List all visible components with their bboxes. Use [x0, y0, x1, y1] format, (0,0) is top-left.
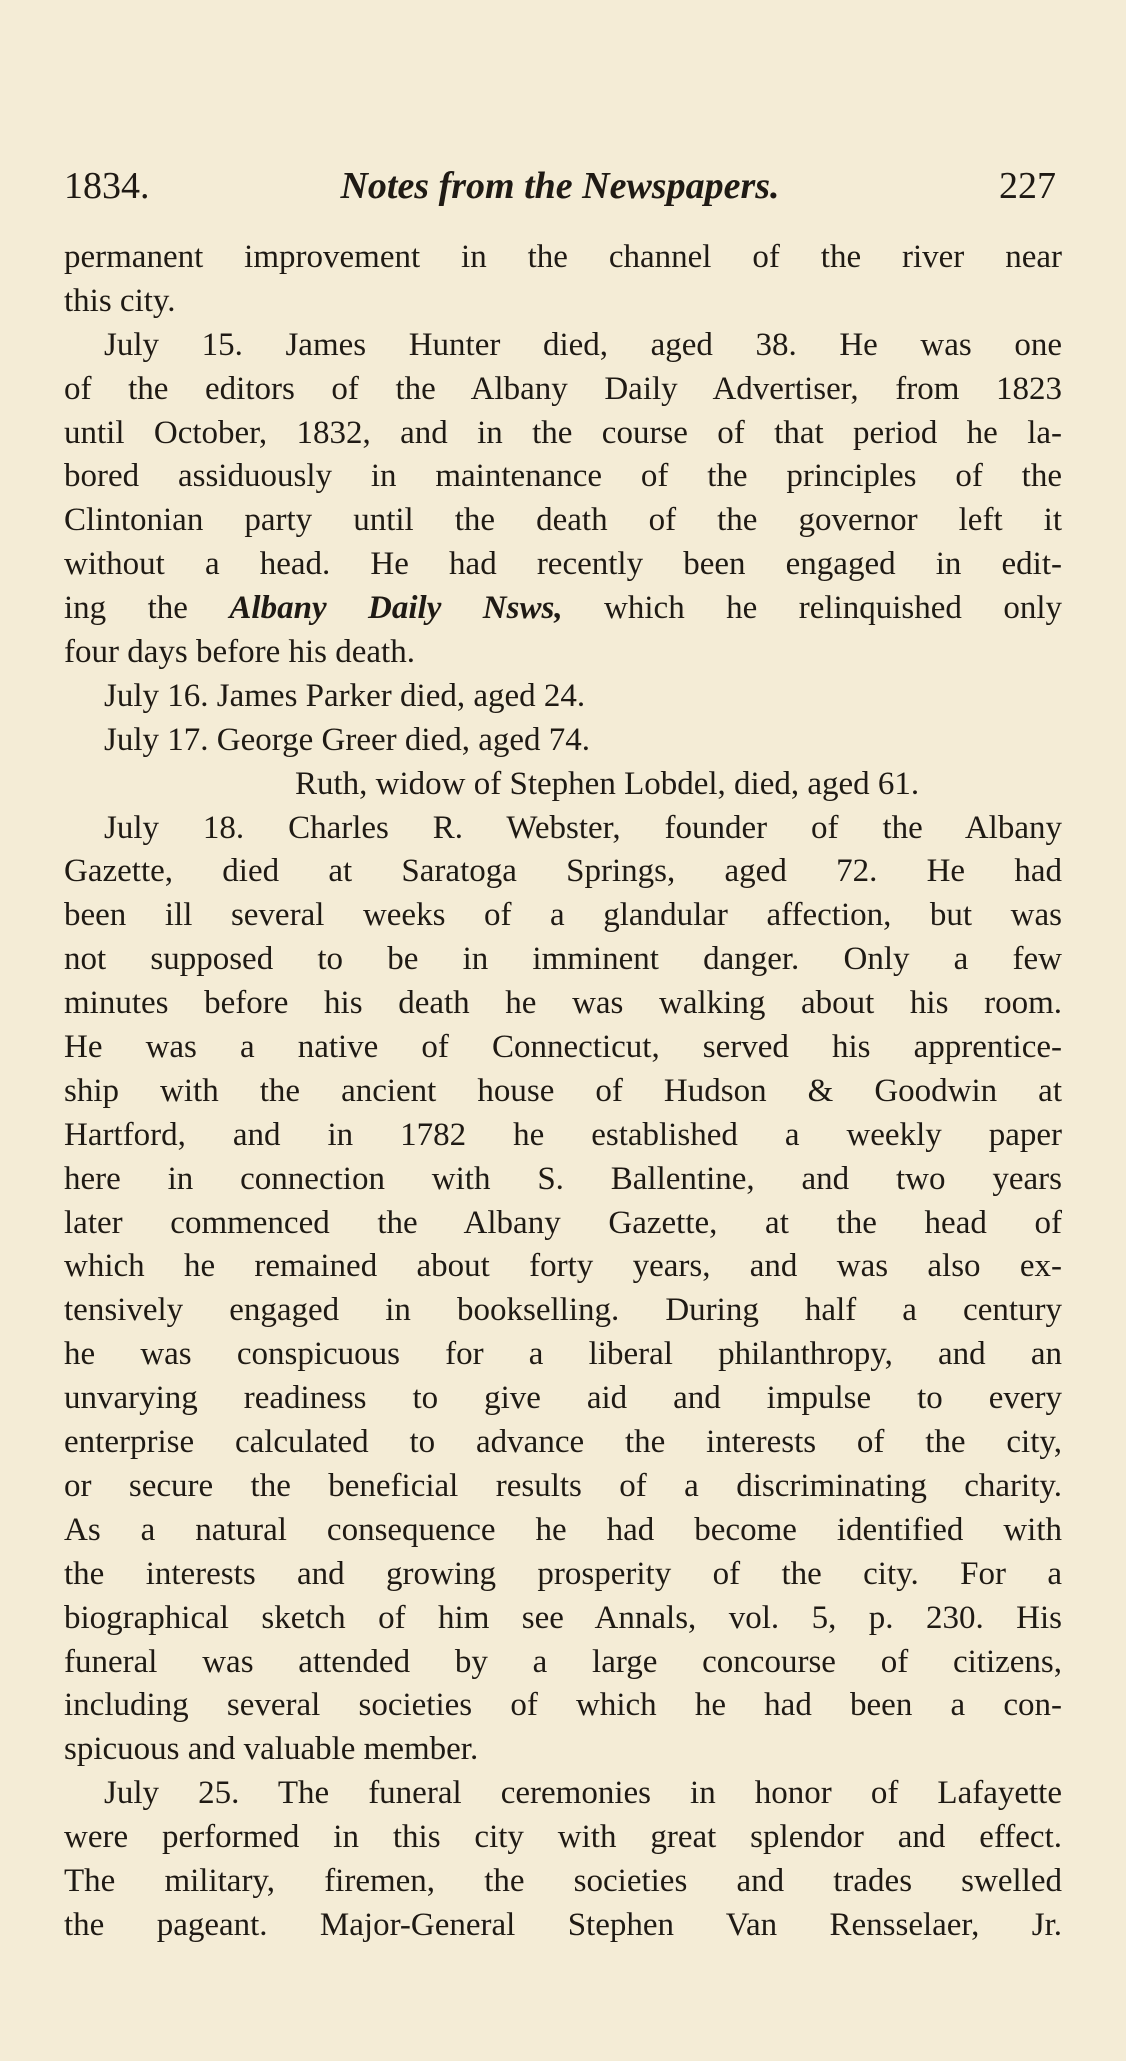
text-line: Hartford, and in 1782 he established a weekly paper — [64, 1116, 1062, 1153]
text-line: the pageant. Major-General Stephen Van Rensselaer, Jr. — [64, 1906, 1062, 1943]
newspaper-title-italic: Albany Daily Nsws, — [229, 590, 563, 627]
text-line: enterprise calculated to advance the interests of the city, — [64, 1424, 1062, 1461]
text-line-with-italic — [64, 587, 1062, 631]
body-text — [64, 236, 1062, 1948]
text-line: biographical sketch of him see Annals, vol. 5, p. 230. His — [64, 1599, 1062, 1636]
text-line: permanent improvement in the channel of the river near — [64, 239, 1062, 275]
text-line: funeral was attended by a large concourse of citizens, — [64, 1643, 1062, 1680]
text-line: he was conspicuous for a liberal philanthropy, and an — [64, 1336, 1062, 1373]
text-line: July 16. James Parker died, aged 24. — [104, 677, 586, 714]
line-text-after: which he relinquished only — [562, 590, 1063, 627]
text-line: The military, firemen, the societies and trades swelled — [64, 1862, 1062, 1899]
text-line: Ruth, widow of Stephen Lobdel, died, aged 61. — [295, 765, 920, 802]
text-line: bored assiduously in maintenance of the principles of the — [64, 458, 1062, 495]
text-line: or secure the beneficial results of a discriminating charity. — [64, 1467, 1062, 1504]
text-line: of the editors of the Albany Daily Advertiser, from 1823 — [64, 370, 1062, 407]
text-line: without a head. He had recently been engaged in edit- — [64, 546, 1062, 583]
text-line: He was a native of Connecticut, served his apprentice- — [64, 1029, 1062, 1066]
page-number: 227 — [999, 165, 1056, 207]
text-line: later commenced the Albany Gazette, at the head of — [64, 1204, 1062, 1241]
running-head — [64, 160, 1056, 212]
text-line: the interests and growing prosperity of the city. For a — [64, 1555, 1062, 1592]
text-line: Clintonian party until the death of the governor left it — [64, 502, 1062, 539]
text-line: were performed in this city with great splendor and effect. — [64, 1819, 1062, 1856]
text-line: minutes before his death he was walking about his room. — [64, 985, 1062, 1022]
text-line: July 17. George Greer died, aged 74. — [104, 721, 590, 758]
text-line: four days before his death. — [64, 634, 415, 671]
text-line: spicuous and valuable member. — [64, 1731, 479, 1768]
text-line: Gazette, died at Saratoga Springs, aged 72. He had — [64, 853, 1062, 890]
text-line: not supposed to be in imminent danger. Only a few — [64, 941, 1062, 978]
text-line: until October, 1832, and in the course of that period he la- — [64, 414, 1062, 451]
running-head-year: 1834. — [64, 165, 150, 207]
text-line: here in connection with S. Ballentine, and two years — [64, 1160, 1062, 1197]
text-line: As a natural consequence he had become identified with — [64, 1511, 1062, 1548]
text-line: tensively engaged in bookselling. During half a century — [64, 1292, 1062, 1329]
text-line: been ill several weeks of a glandular affection, but was — [64, 897, 1062, 934]
text-line: ship with the ancient house of Hudson & Goodwin at — [64, 1072, 1062, 1109]
text-line: which he remained about forty years, and was also ex- — [64, 1248, 1062, 1285]
text-line: July 25. The funeral ceremonies in honor of Lafayette — [104, 1775, 1062, 1812]
running-head-title: Notes from the Newspapers. — [340, 165, 780, 207]
text-line: including several societies of which he had been a con- — [64, 1687, 1062, 1724]
text-line: this city. — [64, 282, 176, 319]
text-line: unvarying readiness to give aid and impulse to every — [64, 1380, 1062, 1417]
text-line: July 15. James Hunter died, aged 38. He was one — [104, 326, 1062, 363]
line-text-before: ing the — [64, 590, 230, 627]
text-line: July 18. Charles R. Webster, founder of the Albany — [104, 809, 1062, 846]
